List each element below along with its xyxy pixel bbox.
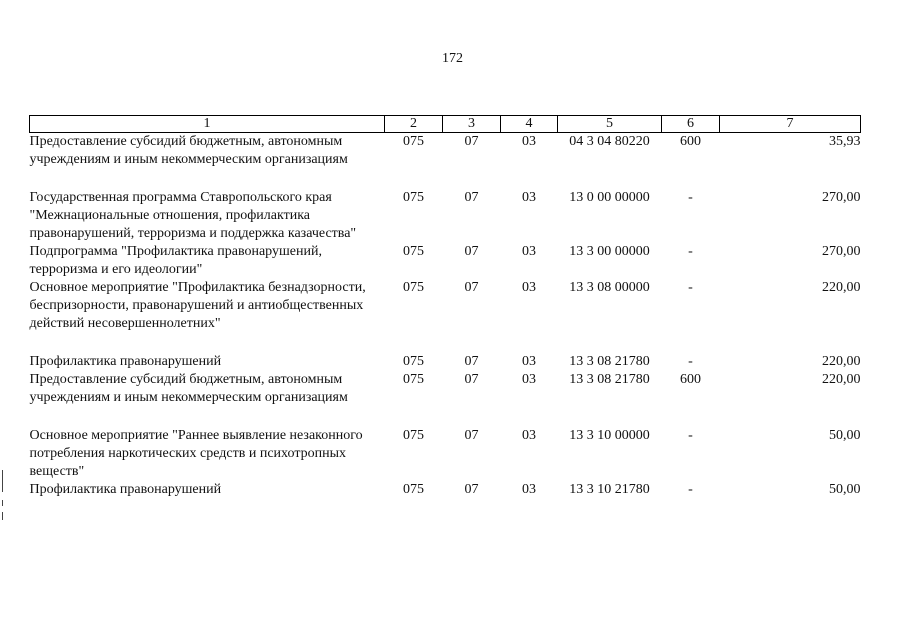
row-expense-type: - [688,190,693,205]
row-target-article: 13 0 00 00000 [569,190,650,205]
table-body [30,133,861,500]
row-section: 07 [464,190,479,205]
scan-margin-marks [2,470,3,520]
table-row [30,481,861,499]
row-subsection: 03 [522,244,536,259]
row-name: Профилактика правонарушений [29,354,222,369]
row-ministry-code: 075 [403,482,424,497]
row-expense-type: - [688,244,693,259]
row-amount: 270,00 [822,244,861,259]
row-ministry-code: 075 [403,428,424,443]
table-row [30,243,861,279]
header-col-1: 1 [30,116,385,133]
row-target-article: 13 3 10 00000 [569,428,650,443]
row-amount: 35,93 [829,134,861,149]
row-subsection: 03 [522,482,536,497]
table-row [30,371,861,427]
row-subsection: 03 [522,190,536,205]
row-amount: 270,00 [822,190,861,205]
row-target-article: 13 3 00 00000 [569,244,650,259]
row-expense-type: - [688,354,693,369]
row-ministry-code: 075 [403,372,424,387]
row-amount: 50,00 [829,482,861,497]
row-expense-type: 600 [680,134,701,149]
row-name: Профилактика правонарушений [29,482,222,497]
header-row [30,116,861,133]
row-section: 07 [464,482,479,497]
row-subsection: 03 [522,280,536,295]
row-expense-type: - [688,280,693,295]
row-section: 07 [464,280,479,295]
row-subsection: 03 [522,134,536,149]
row-section: 07 [464,428,479,443]
row-ministry-code: 075 [403,280,424,295]
row-section: 07 [464,244,479,259]
table-row [30,133,861,190]
row-subsection: 03 [522,372,536,387]
row-section: 07 [464,372,479,387]
row-amount: 220,00 [822,354,861,369]
header-col-2: 2 [385,116,443,133]
row-subsection: 03 [522,354,536,369]
row-ministry-code: 075 [403,190,424,205]
row-name: Предоставление субсидий бюджетным, автономным учреждениям и иным некоммерческим организациям [29,134,348,167]
row-expense-type: 600 [680,372,701,387]
row-amount: 220,00 [822,372,861,387]
table-row [30,353,861,371]
header-col-6: 6 [662,116,720,133]
row-section: 07 [464,134,479,149]
row-subsection: 03 [522,428,536,443]
row-name: Основное мероприятие "Профилактика безнадзорности, беспризорности, правонарушений и антиобщественных действий несовершеннолетних" [29,280,366,331]
table-header [30,116,861,133]
row-expense-type: - [688,428,693,443]
row-section: 07 [464,354,479,369]
header-col-3: 3 [443,116,501,133]
row-target-article: 13 3 08 21780 [569,372,650,387]
row-name: Подпрограмма "Профилактика правонарушений, терроризма и его идеологии" [29,244,322,277]
row-name: Государственная программа Ставропольского края "Межнациональные отношения, профилактика правонарушений, терроризма и поддержка казачества" [29,190,357,241]
table-row [30,189,861,243]
header-col-7: 7 [720,116,861,133]
row-name: Предоставление субсидий бюджетным, автономным учреждениям и иным некоммерческим организациям [29,372,348,405]
row-ministry-code: 075 [403,354,424,369]
row-ministry-code: 075 [403,244,424,259]
row-expense-type: - [688,482,693,497]
row-target-article: 13 3 10 21780 [569,482,650,497]
table-row [30,427,861,481]
header-col-4: 4 [501,116,558,133]
header-col-5: 5 [558,116,662,133]
page-number: 172 [442,51,463,66]
row-name: Основное мероприятие "Раннее выявление незаконного потребления наркотических средств и психотропных веществ" [29,428,363,479]
budget-table [29,115,861,499]
row-amount: 220,00 [822,280,861,295]
table-row [30,279,861,353]
row-amount: 50,00 [829,428,861,443]
row-target-article: 13 3 08 00000 [569,280,650,295]
row-target-article: 13 3 08 21780 [569,354,650,369]
row-ministry-code: 075 [403,134,424,149]
row-target-article: 04 3 04 80220 [569,134,650,149]
